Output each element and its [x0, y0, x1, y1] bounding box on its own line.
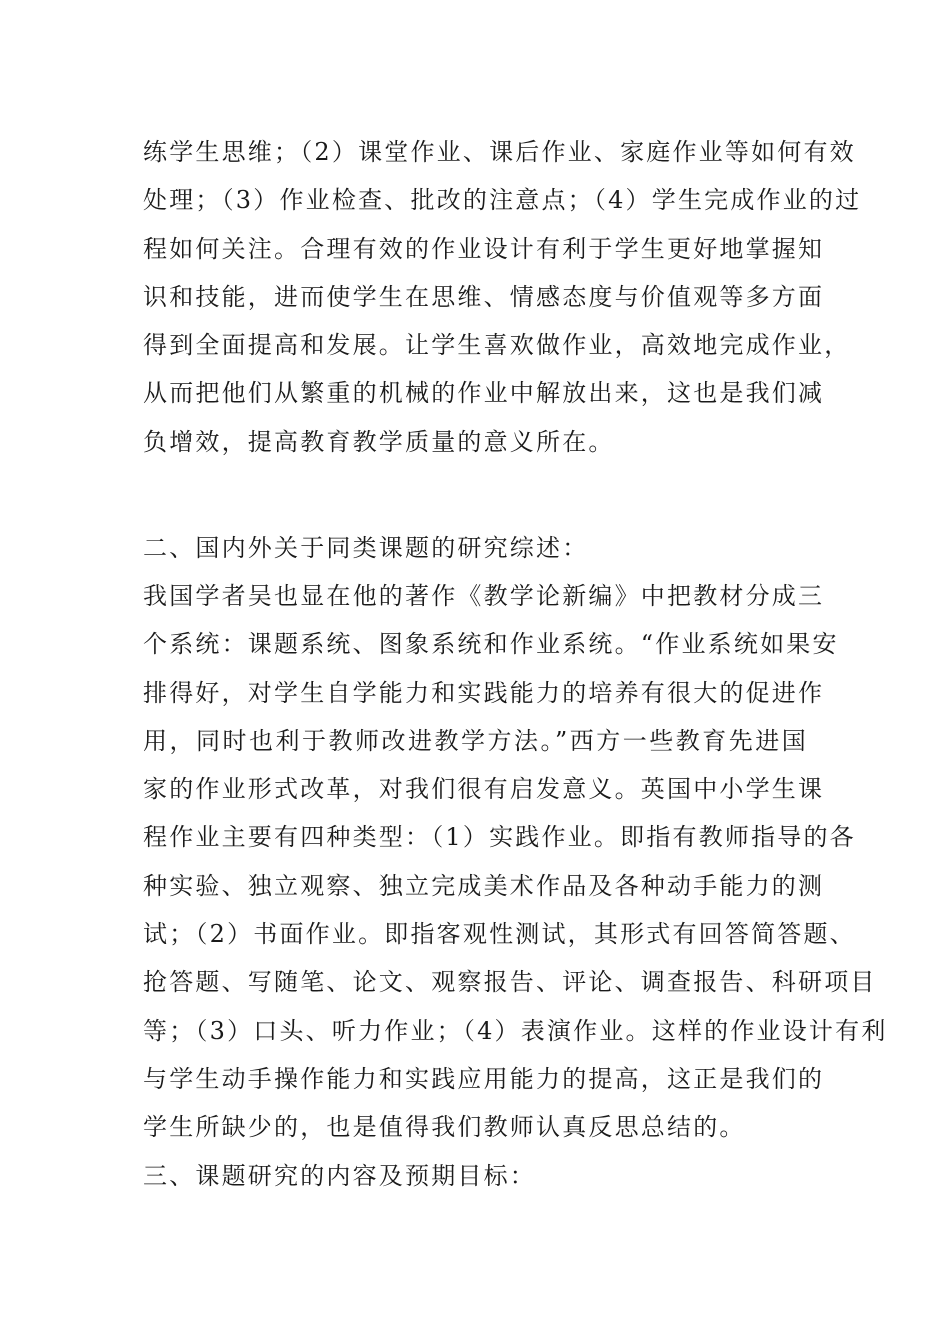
text-line: 与学生动手操作能力和实践应用能力的提高，这正是我们的 — [143, 1064, 825, 1093]
text-line: 练学生思维；（2）课堂作业、课后作业、家庭作业等如何有效 — [143, 138, 856, 166]
text-line: 处理；（3）作业检查、批改的注意点；（4）学生完成作业的过 — [143, 186, 862, 215]
text-line: 种实验、独立观察、独立完成美术作品及各种动手能力的测 — [143, 871, 825, 900]
text-line: 学生所缺少的，也是值得我们教师认真反思总结的。 — [143, 1113, 746, 1142]
text-line: 用，同时也利于教师改进教学方法。”西方一些教育先进国 — [143, 726, 808, 755]
text-line: 从而把他们从繁重的机械的作业中解放出来，这也是我们减 — [143, 379, 825, 408]
text-line: 得到全面提高和发展。让学生喜欢做作业，高效地完成作业， — [143, 331, 851, 360]
text-line: 等；（3）口头、听力作业；（4）表演作业。这样的作业设计有利 — [143, 1016, 888, 1045]
text-line: 我国学者吴也显在他的著作《教学论新编》中把教材分成三 — [143, 582, 825, 610]
paragraph-continuation — [143, 128, 862, 466]
text-line: 排得好，对学生自学能力和实践能力的培养有很大的促进作 — [143, 678, 825, 707]
section-heading-3: 三、课题研究的内容及预期目标： — [143, 1162, 536, 1190]
text-line: 识和技能，进而使学生在思维、情感态度与价值观等多方面 — [143, 282, 825, 311]
text-line: 抢答题、写随笔、论文、观察报告、评论、调查报告、科研项目 — [143, 968, 877, 997]
text-line: 程作业主要有四种类型：（1）实践作业。即指有教师指导的各 — [143, 823, 856, 852]
text-line: 个系统：课题系统、图象系统和作业系统。“作业系统如果安 — [143, 630, 839, 659]
text-line: 家的作业形式改革，对我们很有启发意义。英国中小学生课 — [143, 775, 825, 804]
text-line: 试；（2）书面作业。即指客观性测试，其形式有回答简答题、 — [143, 920, 856, 949]
text-line: 程如何关注。合理有效的作业设计有利于学生更好地掌握知 — [143, 234, 825, 263]
section-2-body — [143, 572, 888, 1152]
section-heading-2: 二、国内外关于同类课题的研究综述： — [143, 534, 589, 562]
text-line: 负增效，提高教育教学质量的意义所在。 — [143, 427, 615, 456]
